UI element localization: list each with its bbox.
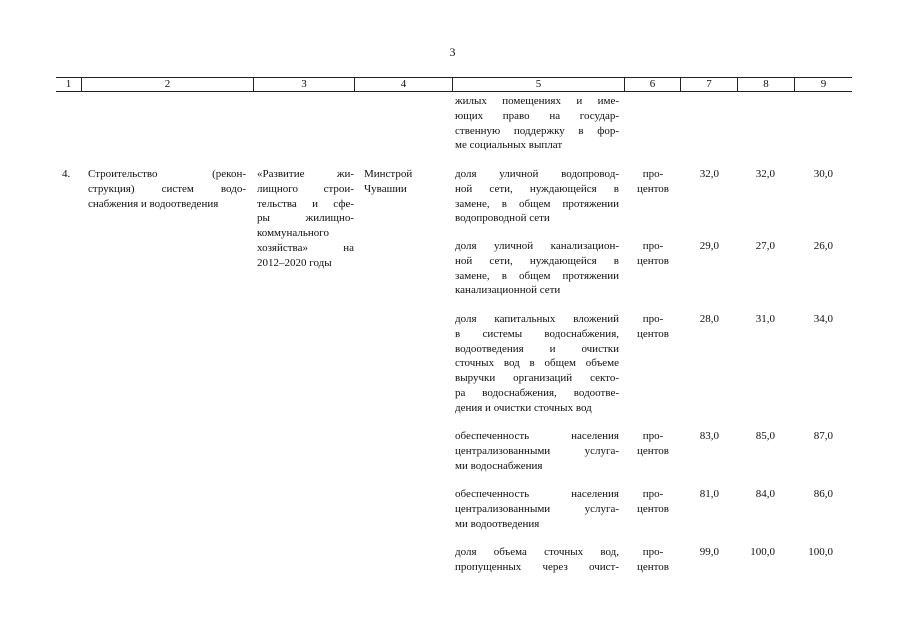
row-program: «Развитие жи- лищного строи- тельства и сфе- ры жилищно- коммунального хозяйства» на 2012–2020 годы (257, 168, 354, 269)
indicator-value-col8: 85,0 (755, 430, 775, 442)
row-number: 4. (62, 168, 71, 180)
indicator-text: доля объема сточных вод, пропущенных через очист- (455, 546, 619, 573)
indicator-value-col9: 100,0 (808, 546, 833, 558)
indicator-unit: про- центов (636, 168, 669, 195)
page-number: 3 (449, 45, 456, 59)
indicator-value-col8: 100,0 (750, 546, 775, 558)
header-col-3: 3 (301, 78, 307, 90)
indicator-value-col7: 29,0 (699, 240, 719, 252)
header-col-6: 6 (649, 78, 656, 90)
indicator-value-col7: 81,0 (699, 488, 719, 500)
indicator-value-col7: 99,0 (699, 546, 719, 558)
table-header (56, 77, 852, 92)
indicator-value-col8: 32,0 (755, 168, 775, 180)
indicator-value-col9: 34,0 (813, 313, 833, 325)
indicator-value-col8: 27,0 (755, 240, 775, 252)
indicator-value-col8: 31,0 (755, 313, 775, 325)
indicator-text: доля уличной водопровод- ной сети, нуждающейся в замене, в общем протяжении водопроводной сети (455, 168, 619, 225)
header-col-9: 9 (820, 78, 827, 90)
indicator-value-col7: 83,0 (699, 430, 719, 442)
indicator-value-col9: 86,0 (813, 488, 833, 500)
header-col-4: 4 (400, 78, 407, 90)
header-col-7: 7 (706, 78, 712, 90)
row-name: Строительство (рекон- струкция) систем водо- снабжения и водоотведения (88, 168, 246, 210)
indicator-unit: про- центов (636, 240, 669, 267)
indicator-value-col7: 28,0 (699, 313, 719, 325)
indicator-value-col9: 26,0 (813, 240, 833, 252)
continuation-text: жилых помещениях и име- ющих право на государ- ственную поддержку в фор- ме социальных выплат (455, 95, 619, 152)
indicator-unit: про- центов (636, 546, 669, 573)
indicator-text: обеспеченность населения централизованными услуга- ми водоснабжения (455, 430, 619, 472)
indicator-unit: про- центов (636, 488, 669, 515)
header-col-8: 8 (763, 78, 769, 90)
indicator-unit: про- центов (636, 313, 669, 340)
header-col-2: 2 (164, 78, 171, 90)
indicator-unit: про- центов (636, 430, 669, 457)
indicator-text: доля капитальных вложений в системы водоснабжения, водоотведения и очистки сточных вод в общем объеме выручки организаций секто- ра водоснабжения, водоотве- дения и очистки сточных вод (455, 313, 619, 414)
indicator-value-col7: 32,0 (699, 168, 719, 180)
indicator-text: доля уличной канализацион- ной сети, нуждающейся в замене, в общем протяжении канализационной сети (455, 240, 619, 297)
indicator-value-col9: 30,0 (813, 168, 833, 180)
indicator-value-col9: 87,0 (813, 430, 833, 442)
indicator-value-col8: 84,0 (755, 488, 775, 500)
indicator-text: обеспеченность населения централизованными услуга- ми водоотведения (455, 488, 619, 530)
row-executor: Минстрой Чувашии (364, 168, 413, 195)
header-col-5: 5 (535, 78, 542, 90)
header-col-1: 1 (65, 78, 72, 90)
